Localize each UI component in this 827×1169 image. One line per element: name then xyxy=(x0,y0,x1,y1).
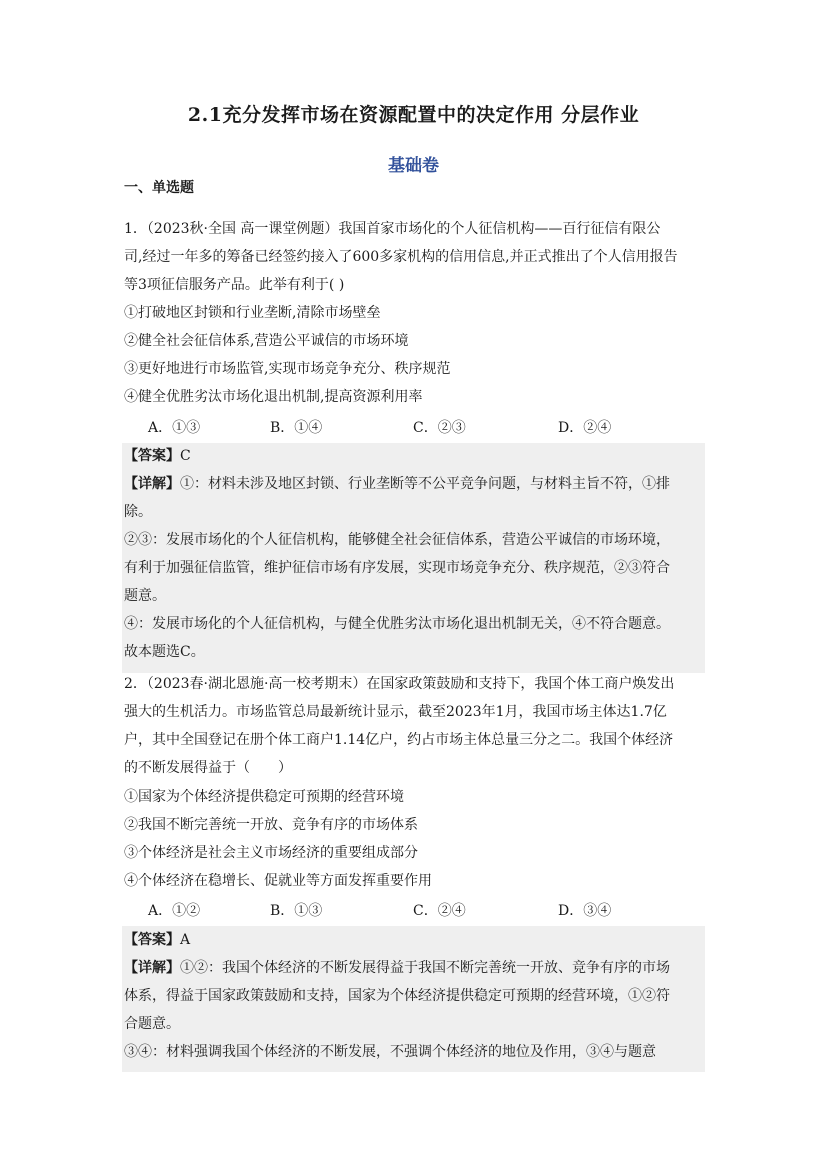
q1-item: ②健全社会征信体系,营造公平诚信的市场环境 xyxy=(124,333,409,349)
q2-option-a: A．①② xyxy=(148,903,201,919)
q2-item: ①国家为个体经济提供稳定可预期的经营环境 xyxy=(124,789,404,805)
q2-stem-line: 户，其中全国登记在册个体工商户1.14亿户，约占市场主体总量三分之二。我国个体经济 xyxy=(124,732,674,748)
q2-stem-line: 的不断发展得益于（ ） xyxy=(124,760,292,776)
answer-value: C xyxy=(180,448,191,464)
q2-detail-line: 合题意。 xyxy=(124,1016,180,1032)
q1-stem-line: 1．（2023秋·全国 高一课堂例题）我国首家市场化的个人征信机构——百行征信有限公 xyxy=(124,221,661,237)
q1-option-d: D．②④ xyxy=(558,420,612,436)
q1-item: ③更好地进行市场监管,实现市场竞争充分、秩序规范 xyxy=(124,361,451,377)
q2-options xyxy=(124,901,704,921)
q1-option-b: B．①④ xyxy=(270,420,323,436)
q2-item: ③个体经济是社会主义市场经济的重要组成部分 xyxy=(124,845,418,861)
detail-tag: 【详解】 xyxy=(124,960,180,976)
q2-detail-line: 体系，得益于国家政策鼓励和支持，国家为个体经济提供稳定可预期的经营环境，①②符 xyxy=(124,988,670,1004)
detail-tag: 【详解】 xyxy=(124,476,180,492)
detail-text: ①：材料未涉及地区封锁、行业垄断等不公平竞争问题，与材料主旨不符，①排 xyxy=(180,476,670,492)
q1-answer xyxy=(124,446,704,466)
q2-option-c: C．②④ xyxy=(413,903,466,919)
q2-item: ④个体经济在稳增长、促就业等方面发挥重要作用 xyxy=(124,873,432,889)
q1-detail-line: 有利于加强征信监管，维护征信市场有序发展，实现市场竞争充分、秩序规范，②③符合 xyxy=(124,560,670,576)
answer-tag: 【答案】 xyxy=(124,448,180,464)
q1-item: ①打破地区封锁和行业垄断,清除市场壁垒 xyxy=(124,305,381,321)
q2-stem-line: 强大的生机活力。市场监管总局最新统计显示，截至2023年1月，我国市场主体达1.7亿 xyxy=(124,704,667,720)
section-heading: 一、单选题 xyxy=(124,180,194,196)
q1-stem-line: 等3项征信服务产品。此举有利于( ) xyxy=(124,277,345,293)
q2-stem-line: 2．（2023春·湖北恩施·高一校考期末）在国家政策鼓励和支持下，我国个体工商户焕发出 xyxy=(124,676,675,692)
answer-value: A xyxy=(180,932,191,948)
q1-detail-line: ②③：发展市场化的个人征信机构，能够健全社会征信体系，营造公平诚信的市场环境， xyxy=(124,532,670,548)
volume-subtitle: 基础卷 xyxy=(388,156,439,176)
q1-detail-line: 故本题选C。 xyxy=(124,644,205,660)
q1-option-a: A．①③ xyxy=(148,420,201,436)
document-title: 2.1充分发挥市场在资源配置中的决定作用 分层作业 xyxy=(187,104,640,126)
q1-detail-line: ④：发展市场化的个人征信机构，与健全优胜劣汰市场化退出机制无关，④不符合题意。 xyxy=(124,616,670,632)
q1-options xyxy=(124,418,704,438)
q1-detail-line: 除。 xyxy=(124,504,152,520)
q1-item: ④健全优胜劣汰市场化退出机制,提高资源利用率 xyxy=(124,389,423,405)
q2-option-d: D．③④ xyxy=(558,903,612,919)
q1-stem-line: 司,经过一年多的筹备已经签约接入了600多家机构的信用信息,并正式推出了个人信用报告 xyxy=(124,249,678,265)
q2-item: ②我国不断完善统一开放、竞争有序的市场体系 xyxy=(124,817,418,833)
detail-text: ①②：我国个体经济的不断发展得益于我国不断完善统一开放、竞争有序的市场 xyxy=(180,960,670,976)
q2-option-b: B．①③ xyxy=(270,903,323,919)
q1-detail-line xyxy=(124,474,704,494)
q2-detail-line: ③④：材料强调我国个体经济的不断发展，不强调个体经济的地位及作用，③④与题意 xyxy=(124,1044,656,1060)
q2-detail-line xyxy=(124,958,704,978)
q1-detail-line: 题意。 xyxy=(124,588,166,604)
q1-option-c: C．②③ xyxy=(413,420,466,436)
answer-tag: 【答案】 xyxy=(124,932,180,948)
q2-answer xyxy=(124,930,704,950)
